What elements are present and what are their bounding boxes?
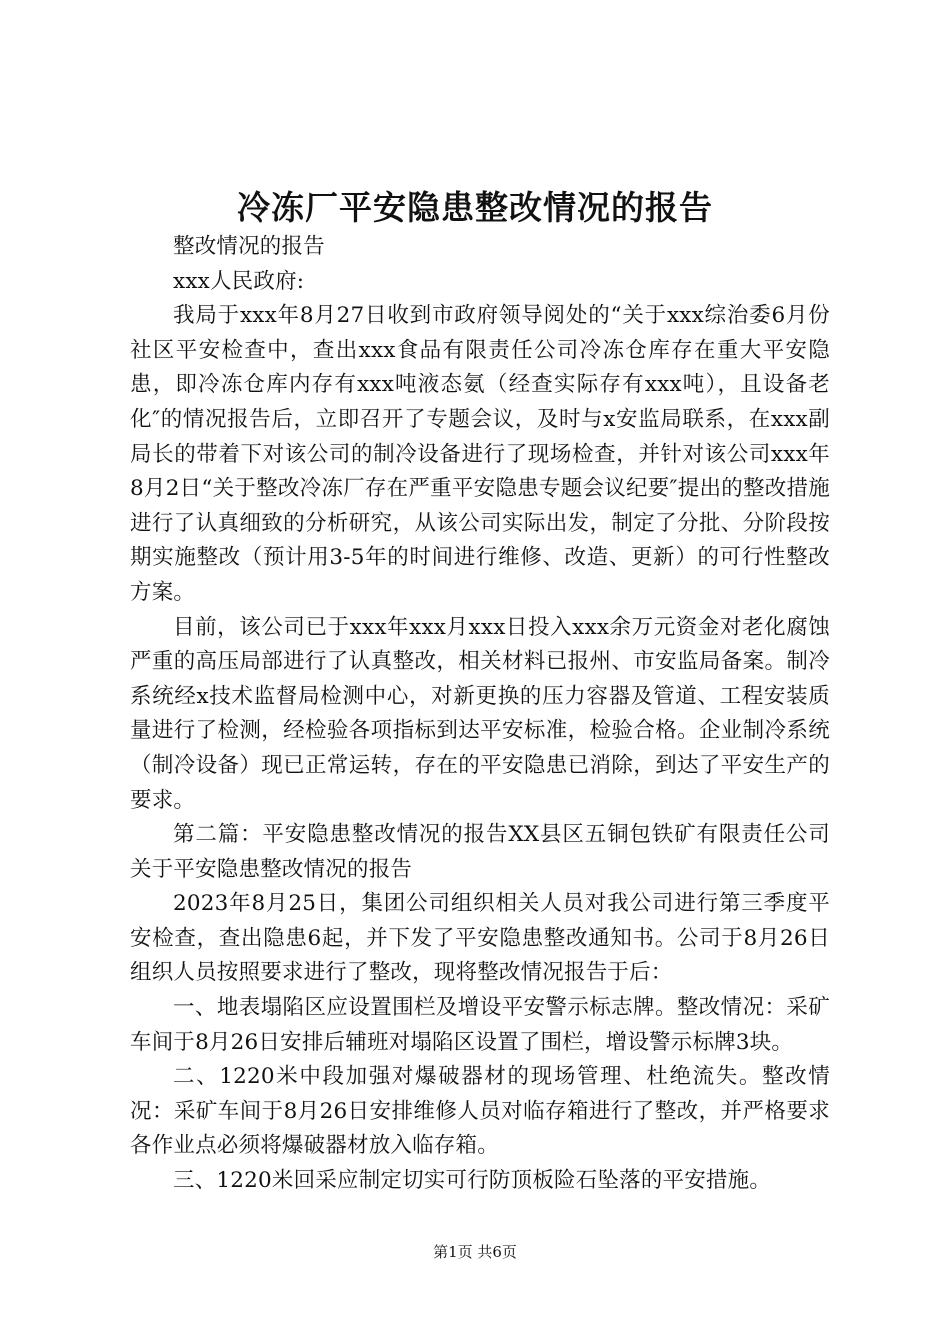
paragraph-5: 一、地表塌陷区应设置围栏及增设平安警示标志牌。整改情况：采矿车间于8月26日安排后辅班对塌陷区设置了围栏，增设警示标牌3块。 — [130, 995, 830, 1055]
document-body — [130, 230, 830, 1199]
paragraph-6: 二、1220米中段加强对爆破器材的现场管理、杜绝流失。整改情况：采矿车间于8月26日安排维修人员对临存箱进行了整改，并严格要求各作业点必须将爆破器材放入临存箱。 — [130, 1064, 830, 1159]
paragraph-addressee: xxx人民政府: — [173, 268, 305, 294]
document-title: 冷冻厂平安隐患整改情况的报告 — [237, 188, 713, 227]
paragraph-4: 2023年8月25日，集团公司组织相关人员对我公司进行第三季度平安检查，查出隐患6起，并下发了平安隐患整改通知书。公司于8月26日组织人员按照要求进行了整改，现将整改情况报告于后： — [130, 891, 830, 986]
paragraph-7: 三、1220米回采应制定切实可行防顶板险石坠落的平安措施。 — [173, 1168, 772, 1194]
page-number: 第1页 共6页 — [433, 1243, 517, 1261]
paragraph-3: 第二篇：平安隐患整改情况的报告XX县区五铜包铁矿有限责任公司关于平安隐患整改情况的报告 — [130, 822, 830, 882]
paragraph-subtitle: 整改情况的报告 — [173, 234, 325, 259]
paragraph-2: 目前，该公司已于xxx年xxx月xxx日投入xxx余万元资金对老化腐蚀严重的高压局部进行了认真整改，相关材料已报州、市安监局备案。制冷系统经x技术监督局检测中心，对新更换的压力容器及管道、工程安装质量进行了检测，经检验各项指标到达平安标准，检验合格。企业制冷系统（制冷设备）现已正常运转，存在的平安隐患已消除，到达了平安生产的要求。 — [130, 614, 830, 813]
paragraph-1: 我局于xxx年8月27日收到市政府领导阅处的“关于xxx综治委6月份社区平安检查中，查出xxx食品有限责任公司冷冻仓库存在重大平安隐患，即冷冻仓库内存有xxx吨液态氨（经查实际存有xxx吨），且设备老化″的情况报告后，立即召开了专题会议，及时与x安监局联系，在xxx副局长的带着下对该公司的制冷设备进行了现场检查，并针对该公司xxx年8月2日“关于整改冷冻厂存在严重平安隐患专题会议纪要″提出的整改措施进行了认真细致的分析研究，从该公司实际出发，制定了分批、分阶段按期实施整改（预计用3-5年的时间进行维修、改造、更新）的可行性整改方案。 — [130, 303, 830, 605]
